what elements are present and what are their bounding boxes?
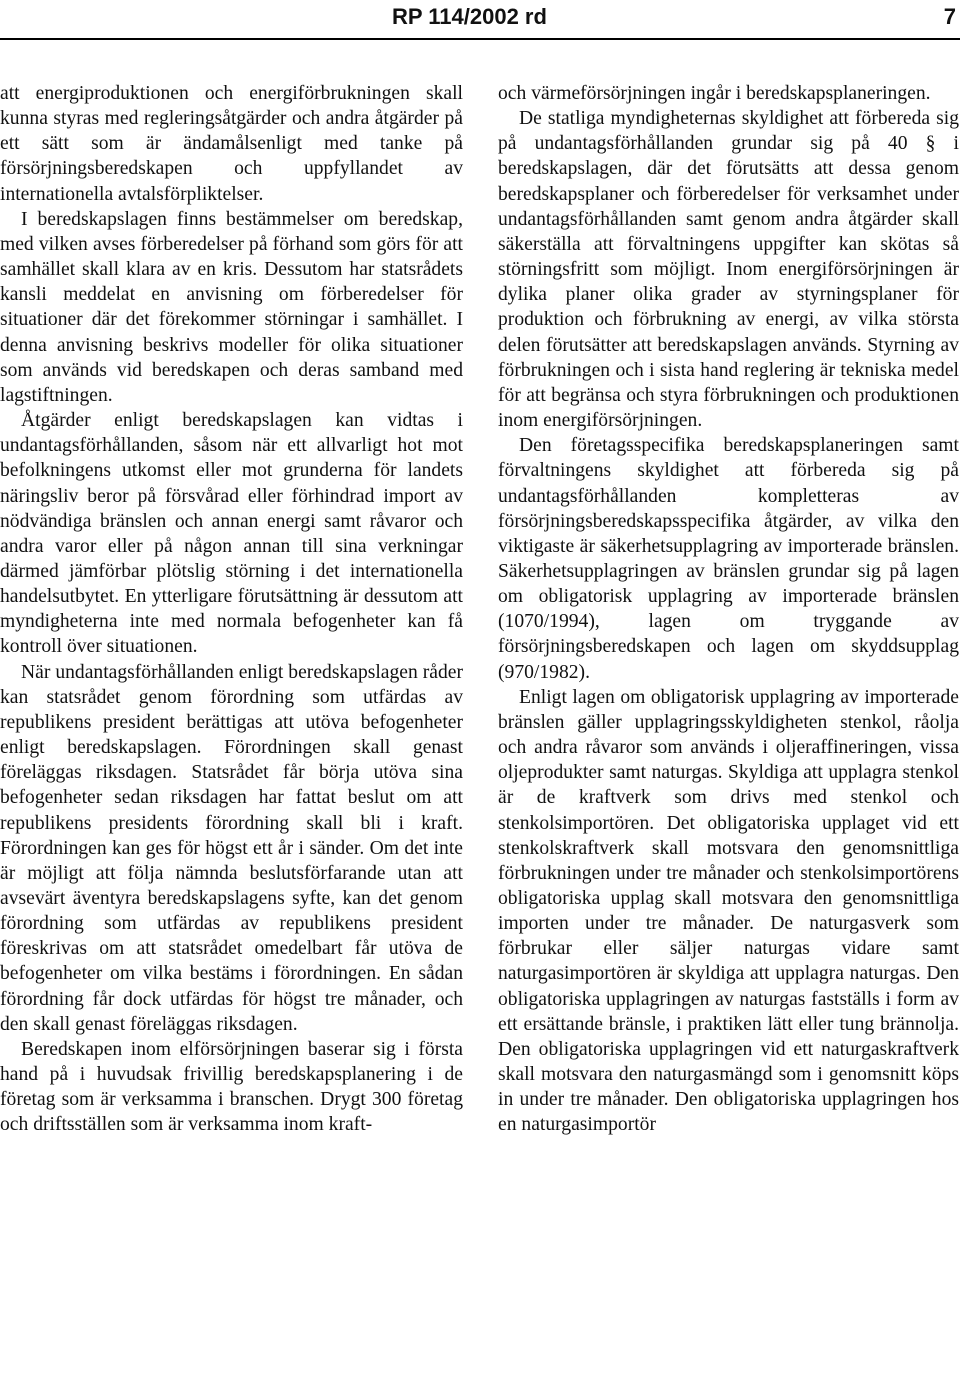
paragraph: och värmeförsörjningen ingår i beredskapsplaneringen. (498, 83, 931, 104)
paragraph: De statliga myndigheternas skyldighet att förbereda sig på undantagsförhållanden grundar sig på 40 § i beredskapslagen, där det förutsätts att dessa genom beredskapsplaner och förberedelser för verksamhet under undantagsförhållanden samt genom andra åtgärder skall säkerställa att förvaltningens uppgifter kan skötas så störningsfritt som möjligt. Inom energiförsörjningen är dylika planer olika grader av styrningsplaner för produktion och förbrukning av energi, av vilka största delen förutsätter att beredskapslagen används. Styrning av förbrukningen och i sista hand reglering är tekniska medel för att begränsa och styra förbrukningen och produktionen inom energiförsörjningen. (498, 108, 959, 432)
header-rule (0, 38, 960, 40)
paragraph: Enligt lagen om obligatorisk upplagring av importerade bränslen gäller upplagringsskyldigheten stenkol, råolja och andra råvaror som används i oljeraffineringen, vissa oljeprodukter samt naturgas. Skyldiga att upplagra stenkol är de kraftverk som drivs med stenkol och stenkolsimportören. Det obligatoriska upplaget vid ett stenkolskraftverk skall motsvara den genomsnittliga förbrukningen under tre månader och stenkolsimportörens obligatoriska upplag skall motsvara den genomsnittliga importen under tre månader. De naturgasverk som förbrukar eller säljer naturgas vidare samt naturgasimportören är skyldiga att upplagra naturgas. Den obligatoriska upplagringen av naturgas fastställs i form av ett ersättande bränsle, i praktiken lätt eller tung brännolja. Den obligatoriska upplagringen vid ett naturgaskraftverk skall motsvara den naturgasmängd som i genomsnitt köps in under tre månader. Den obligatoriska upplagringen hos en naturgasimportör (498, 686, 959, 1136)
paragraph: När undantagsförhållanden enligt beredskapslagen råder kan statsrådet genom förordning som utfärdas av republikens president berättigas att utöva befogenheter enligt beredskapslagen. Förordningen skall genast föreläggas riksdagen. Statsrådet får börja utöva sina befogenheter sedan riksdagen har fattat beslut om att republikens presidents förordning skall bli i kraft. Förordningen kan ges för högst ett år i sänder. Om det inte är möjligt att följa nämnda beslutsförfarande utan att avsevärt äventyra beredskapslagens syfte, kan det genom förordning som utfärdas av republikens president föreskrivas om att statsrådet omedelbart får utöva de befogenheter om vilka bestäms i förordningen. En sådan förordning får dock utfärdas för högst tre månader, och den skall genast föreläggas riksdagen. (0, 661, 463, 1035)
page-header (0, 0, 960, 38)
page-number: 7 (943, 4, 956, 29)
paragraph: att energiproduktionen och energiförbrukningen skall kunna styras med regleringsåtgärder och andra åtgärder på ett sätt som är ändamålsenligt med tanke på försörjningsberedskapen och uppfyllandet av internationella avtalsförpliktelser. (0, 83, 463, 205)
paragraph: Den företagsspecifika beredskapsplaneringen samt förvaltningens skyldighet att förbereda sig på undantagsförhållanden kompletteras av försörjningsberedskapsspecifika åtgärder, av vilka den viktigaste är säkerhetsupplagring av importerade bränslen. Säkerhetsupplagringen av bränslen grundar sig på lagen om obligatorisk upplagring av importerade bränslen (1070/1994), lagen om tryggande av försörjningsberedskapen och lagen om skyddsupplag (970/1982). (498, 435, 959, 683)
left-column (0, 81, 463, 1138)
paragraph: I beredskapslagen finns bestämmelser om beredskap, med vilken avses förberedelser på förhand som görs för att samhället skall klara av en kris. Dessutom har statsrådets kansli meddelat en anvisning om förberedelser för situationer där det förekommer störningar i samhället. I denna anvisning beskrivs modeller för olika situationer som används vid beredskapen och deras samband med lagstiftningen. (0, 208, 463, 406)
paragraph: Åtgärder enligt beredskapslagen kan vidtas i undantagsförhållanden, såsom när ett allvarligt hot mot befolkningens utkomst eller mot grunderna för landets näringsliv beror på försvårad eller förhindrad import av nödvändiga bränslen och annan energi samt råvaror och andra varor eller på någon annan till sina verkningar därmed jämförbar plötslig störning i det internationella handelsutbytet. En ytterligare förutsättning är dessutom att myndigheterna inte med normala befogenheter kan få kontroll över situationen. (0, 410, 463, 658)
right-column (498, 81, 959, 1138)
document-reference: RP 114/2002 rd (392, 4, 547, 29)
paragraph: Beredskapen inom elförsörjningen baserar sig i första hand på i huvudsak frivillig beredskapsplanering i de företag som är verksamma i branschen. Drygt 300 företag och driftsställen som är verksamma inom kraft- (0, 1038, 463, 1136)
